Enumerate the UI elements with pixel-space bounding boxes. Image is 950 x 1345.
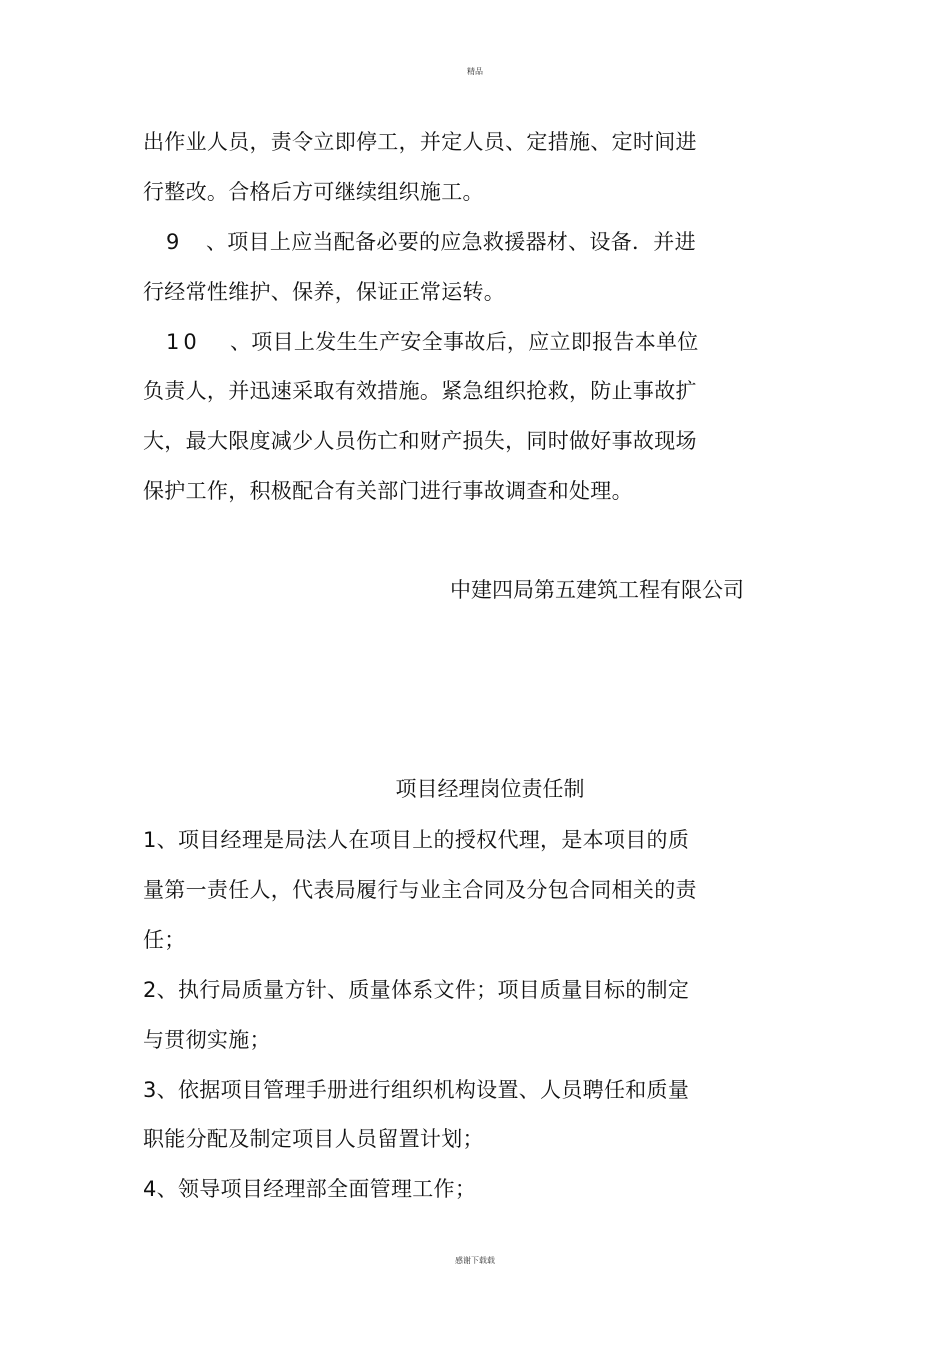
company-signature: 中建四局第五建筑工程有限公司: [450, 578, 744, 602]
paragraph-9-line-1: [166, 229, 696, 255]
section-title: [0, 776, 950, 802]
paragraph-9-number: 9: [166, 230, 184, 254]
paragraph-10-number: 10: [166, 330, 201, 354]
paragraph-10-line-3: 大，最大限度减少人员伤亡和财产损失，同时做好事故现场: [143, 429, 697, 453]
paragraph-10-line-2: 负责人，并迅速采取有效措施。紧急组织抢救，防止事故扩: [143, 379, 697, 403]
paragraph-8-continued-line-2: 行整改。合格后方可继续组织施工。: [143, 180, 484, 204]
paragraph-10-text: 、项目上发生生产安全事故后，应立即报告本单位: [230, 330, 699, 354]
page-header-mark: 精品: [467, 67, 483, 76]
item-2-line-1: 2、执行局质量方针、质量体系文件；项目质量目标的制定: [143, 978, 690, 1002]
item-2-line-2: 与贯彻实施；: [143, 1028, 271, 1052]
item-1-line-3: 任；: [143, 928, 186, 952]
paragraph-10-line-4: 保护工作，积极配合有关部门进行事故调查和处理。: [143, 479, 633, 503]
item-4-line-1: 4、领导项目经理部全面管理工作；: [143, 1177, 477, 1201]
item-1-line-2: 量第一责任人，代表局履行与业主合同及分包合同相关的责: [143, 878, 697, 902]
paragraph-9-text: 、项目上应当配备必要的应急救援器材、设备．并进: [206, 230, 696, 254]
item-3-line-1: 3、依据项目管理手册进行组织机构设置、人员聘任和质量: [143, 1078, 690, 1102]
paragraph-9-line-2: 行经常性维护、保养，保证正常运转。: [143, 280, 506, 304]
section-title-text: 项目经理岗位责任制: [395, 777, 585, 801]
paragraph-8-continued-line-1: 出作业人员，责令立即停工，并定人员、定措施、定时间进: [143, 130, 697, 154]
page-footer-mark: 感谢下载载: [455, 1256, 495, 1265]
paragraph-10-line-1: [166, 329, 699, 355]
item-3-line-2: 职能分配及制定项目人员留置计划；: [143, 1127, 484, 1151]
item-1-line-1: 1、项目经理是局法人在项目上的授权代理，是本项目的质: [143, 828, 690, 852]
